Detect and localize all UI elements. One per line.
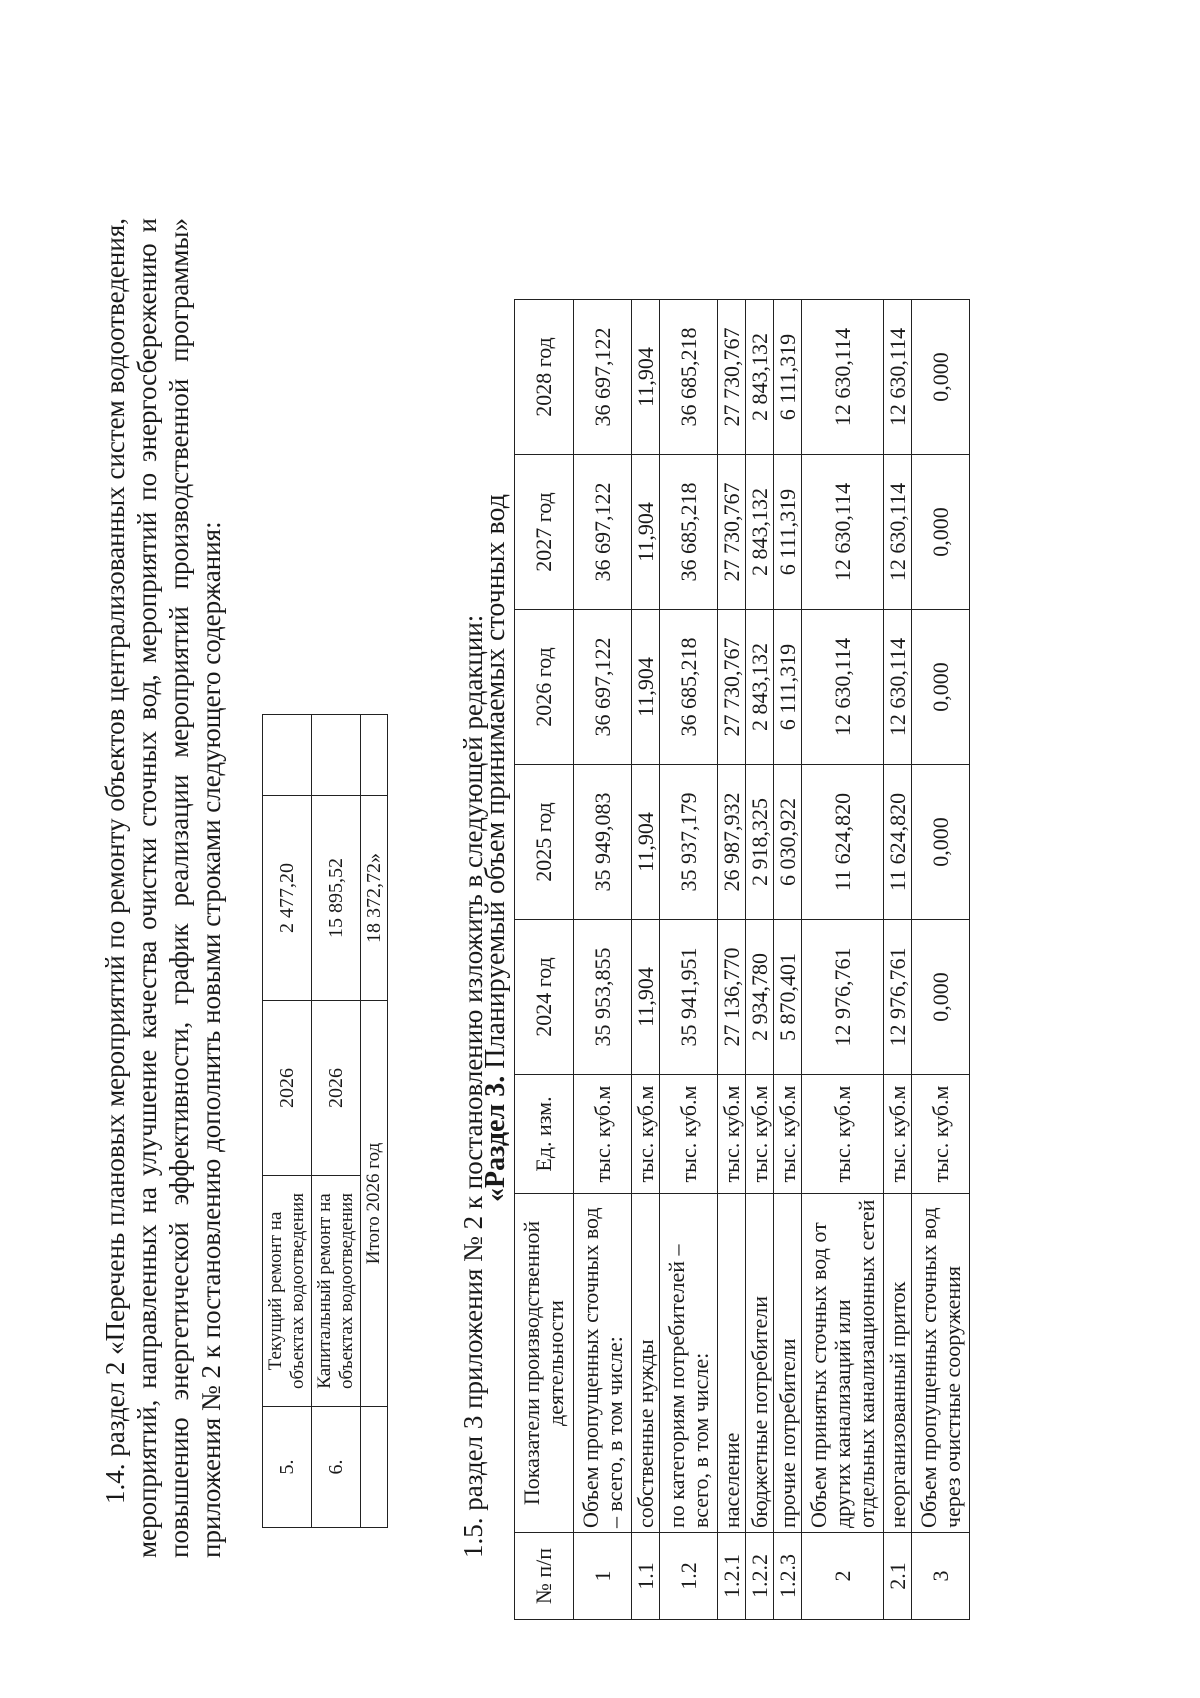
row-value: 0,000 <box>912 455 970 610</box>
table-row <box>802 300 884 1620</box>
row-value: 12 630,114 <box>802 610 884 765</box>
cell-desc: Текущий ремонт на объектах водоотведения <box>263 1176 312 1407</box>
table-row <box>746 300 774 1620</box>
main-table <box>514 299 970 1620</box>
header-2024: 2024 год <box>515 920 574 1075</box>
row-label: население <box>718 1194 746 1533</box>
row-value: 36 685,218 <box>660 610 718 765</box>
table-row <box>632 300 660 1620</box>
row-value: 11,904 <box>632 610 660 765</box>
header-indicator: Показатели производственной деятельности <box>515 1194 574 1533</box>
row-value: 2 934,780 <box>746 920 774 1075</box>
row-value: 11,904 <box>632 455 660 610</box>
row-value: 0,000 <box>912 300 970 455</box>
row-value: 36 697,122 <box>574 455 632 610</box>
row-value: 36 685,218 <box>660 455 718 610</box>
row-value: 12 976,761 <box>802 920 884 1075</box>
row-value: 12 630,114 <box>884 455 912 610</box>
row-value: 36 685,218 <box>660 300 718 455</box>
row-value: 6 111,319 <box>774 300 802 455</box>
row-value: 2 918,325 <box>746 765 774 920</box>
row-unit: тыс. куб.м <box>802 1075 884 1194</box>
row-unit: тыс. куб.м <box>632 1075 660 1194</box>
small-table-total-row <box>361 715 388 1528</box>
cell-num: 6. <box>312 1407 361 1528</box>
row-value: 12 630,114 <box>884 300 912 455</box>
row-label: Объем пропущенных сточных вод через очистные сооружения <box>912 1194 970 1533</box>
row-value: 27 730,767 <box>718 455 746 610</box>
row-number: 1.1 <box>632 1533 660 1620</box>
row-value: 0,000 <box>912 610 970 765</box>
row-value: 2 843,132 <box>746 300 774 455</box>
small-table-row <box>263 715 312 1528</box>
row-label: по категориям потребителей – всего, в том числе: <box>660 1194 718 1533</box>
row-value: 35 949,083 <box>574 765 632 920</box>
row-value: 27 730,767 <box>718 610 746 765</box>
row-unit: тыс. куб.м <box>660 1075 718 1194</box>
row-unit: тыс. куб.м <box>746 1075 774 1194</box>
row-value: 2 843,132 <box>746 455 774 610</box>
row-number: 1 <box>574 1533 632 1620</box>
row-value: 6 111,319 <box>774 455 802 610</box>
row-number: 1.2.1 <box>718 1533 746 1620</box>
header-2026: 2026 год <box>515 610 574 765</box>
row-value: 2 843,132 <box>746 610 774 765</box>
table-row <box>912 300 970 1620</box>
row-value: 0,000 <box>912 920 970 1075</box>
section-title-bold: «Раздел 3. <box>480 1075 511 1202</box>
section-title-text: Планируемый объем принимаемых сточных вод <box>480 494 511 1076</box>
section-title <box>480 398 512 1298</box>
total-label: Итого 2026 год <box>361 1001 388 1407</box>
small-table-row <box>312 715 361 1528</box>
small-table <box>262 714 388 1528</box>
cell-year: 2026 <box>263 1001 312 1176</box>
row-unit: тыс. куб.м <box>884 1075 912 1194</box>
cell-sum: 2 477,20 <box>263 796 312 1001</box>
table-row <box>884 300 912 1620</box>
row-label: собственные нужды <box>632 1194 660 1533</box>
row-value: 11 624,820 <box>802 765 884 920</box>
row-number: 1.2 <box>660 1533 718 1620</box>
table-row <box>718 300 746 1620</box>
row-value: 11,904 <box>632 920 660 1075</box>
row-value: 0,000 <box>912 765 970 920</box>
row-value: 12 630,114 <box>802 300 884 455</box>
table-row <box>574 300 632 1620</box>
row-value: 11,904 <box>632 765 660 920</box>
row-label: Объем пропущенных сточных вод – всего, в том числе: <box>574 1194 632 1533</box>
row-value: 12 630,114 <box>884 610 912 765</box>
row-value: 26 987,932 <box>718 765 746 920</box>
row-label: Объем принятых сточных вод от других канализаций или отдельных канализационных сетей <box>802 1194 884 1533</box>
row-value: 6 030,922 <box>774 765 802 920</box>
main-table-body <box>574 300 970 1620</box>
row-number: 3 <box>912 1533 970 1620</box>
row-label: бюджетные потребители <box>746 1194 774 1533</box>
cell-empty <box>263 715 312 796</box>
row-value: 5 870,401 <box>774 920 802 1075</box>
row-value: 12 976,761 <box>884 920 912 1075</box>
table-row <box>774 300 802 1620</box>
row-number: 1.2.3 <box>774 1533 802 1620</box>
row-unit: тыс. куб.м <box>574 1075 632 1194</box>
row-unit: тыс. куб.м <box>912 1075 970 1194</box>
row-value: 11 624,820 <box>884 765 912 920</box>
row-value: 11,904 <box>632 300 660 455</box>
total-value: 18 372,72» <box>361 796 388 1001</box>
cell-desc: Капитальный ремонт на объектах водоотведения <box>312 1176 361 1407</box>
cell-empty <box>312 715 361 796</box>
row-value: 27 136,770 <box>718 920 746 1075</box>
paragraph-1-4: 1.4. раздел 2 «Перечень плановых мероприятий по ремонту объектов централизованных систем водоотведения, мероприятий, направленных на улучшение качества очистки сточных вод, мероприятий по энергосбережению и повышению энергетической эффективности, график реализации мероприятий производственной программы» приложения № 2 к постановлению дополнить новыми строками следующего содержания: <box>100 218 226 1558</box>
table-row <box>660 300 718 1620</box>
header-2025: 2025 год <box>515 765 574 920</box>
row-value: 36 697,122 <box>574 610 632 765</box>
row-value: 35 953,855 <box>574 920 632 1075</box>
main-table-header <box>515 300 574 1620</box>
cell-year: 2026 <box>312 1001 361 1176</box>
row-unit: тыс. куб.м <box>774 1075 802 1194</box>
header-2027: 2027 год <box>515 455 574 610</box>
row-number: 2 <box>802 1533 884 1620</box>
row-label: прочие потребители <box>774 1194 802 1533</box>
row-value: 36 697,122 <box>574 300 632 455</box>
row-unit: тыс. куб.м <box>718 1075 746 1194</box>
row-value: 6 111,319 <box>774 610 802 765</box>
row-value: 35 937,179 <box>660 765 718 920</box>
cell-sum: 15 895,52 <box>312 796 361 1001</box>
cell-empty <box>361 1407 388 1528</box>
row-number: 2.1 <box>884 1533 912 1620</box>
cell-empty <box>361 715 388 796</box>
header-unit: Ед. изм. <box>515 1075 574 1194</box>
header-2028: 2028 год <box>515 300 574 455</box>
header-num: № п/п <box>515 1533 574 1620</box>
row-label: неорганизованный приток <box>884 1194 912 1533</box>
row-value: 35 941,951 <box>660 920 718 1075</box>
row-value: 12 630,114 <box>802 455 884 610</box>
row-number: 1.2.2 <box>746 1533 774 1620</box>
row-value: 27 730,767 <box>718 300 746 455</box>
cell-num: 5. <box>263 1407 312 1528</box>
paragraph-1-5: 1.5. раздел 3 приложения № 2 к постановлению изложить в следующей редакции: <box>458 614 488 1558</box>
